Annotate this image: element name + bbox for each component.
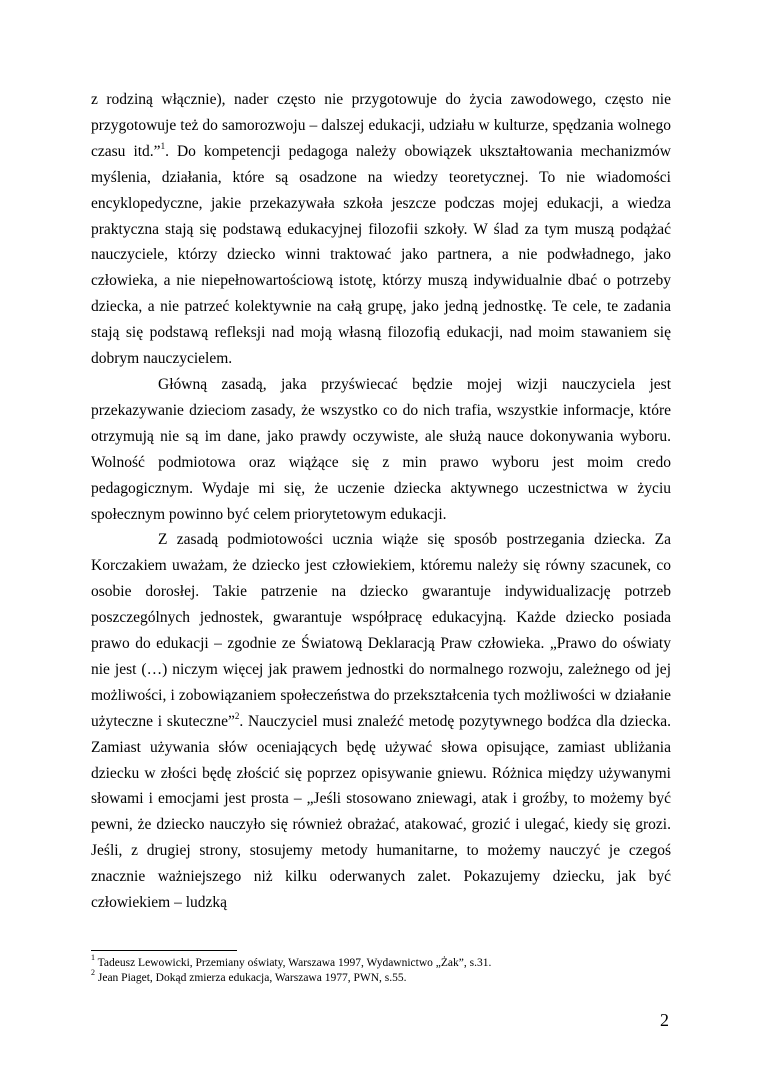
paragraph-1	[91, 87, 671, 372]
footnote-1	[91, 953, 671, 971]
paragraph-1-text-b: . Do kompetencji pedagoga należy obowiązek ukształtowania mechanizmów myślenia, działania, które są osadzone na wiedzy teoretycznej. To nie wiadomości encyklopedyczne, jakie przekazywała szkoła jeszcze podczas mojej edukacji, a wiedza praktyczna stają się podstawą edukacyjnej filozofii szkoły. W ślad za tym muszą podążać nauczyciele, którzy dziecko winni traktować jako partnera, a nie podwładnego, jako człowieka, a nie niepełnowartościową istotę, którzy muszą indywidualnie dbać o potrzeby dziecka, a nie patrzeć kolektywnie na całą grupę, jako jedną jednostkę. Te cele, te zadania stają się podstawą refleksji nad moją własną filozofią edukacji, nad moim stawaniem się dobrym nauczycielem.	[91, 142, 671, 368]
paragraph-3-text-a: Z zasadą podmiotowości ucznia wiąże się sposób postrzegania dziecka. Za Korczakiem uważam, że dziecko jest człowiekiem, któremu należy się równy szacunek, co osobie dorosłej. Takie patrzenie na dziecko gwarantuje indywidualizację potrzeb poszczególnych jednostek, gwarantuje współpracę edukacyjną. Każde dziecko posiada prawo do edukacji – zgodnie ze Światową Deklaracją Praw człowieka. „Prawo do oświaty nie jest (…) niczym więcej jak prawem jednostki do normalnego rozwoju, zależnego od jej możliwości, i zobowiązaniem społeczeństwa do przekształcenia tych możliwości w działanie użyteczne i skuteczne”	[91, 531, 671, 730]
footnote-ref-2: 2	[234, 710, 240, 721]
footnote-2	[91, 968, 671, 986]
footnote-2-mark: 2	[91, 968, 95, 978]
footnote-1-text: Tadeusz Lewowicki, Przemiany oświaty, Warszawa 1997, Wydawnictwo „Żak”, s.31.	[95, 957, 492, 969]
footnote-2-text: Jean Piaget, Dokąd zmierza edukacja, Warszawa 1977, PWN, s.55.	[95, 972, 407, 984]
paragraph-3-text-b: . Nauczyciel musi znaleźć metodę pozytywnego bodźca dla dziecka. Zamiast używania słów oceniających będę używać słowa opisujące, zamiast ubliżania dziecku w złości będę złościć się poprzez opisywanie gniewu. Różnica między używanymi słowami i emocjami jest prosta – „Jeśli stosowano zniewagi, atak i groźby, to możemy być pewni, że dziecko nauczyło się również obrażać, atakować, grozić i ulegać, kiedy się grozi. Jeśli, z drugiej strony, stosujemy metody humanitarne, to możemy nauczyć je czegoś znacznie ważniejszego niż kilku oderwanych zalet. Pokazujemy dziecku, jak być człowiekiem – ludzką	[91, 712, 672, 912]
paragraph-3	[91, 527, 671, 916]
body-text	[91, 87, 671, 916]
paragraph-1-text-a: z rodziną włącznie), nader często nie przygotowuje do życia zawodowego, często nie przygotowuje też do samorozwoju – dalszej edukacji, udziału w kulturze, spędzania wolnego czasu itd.”	[91, 91, 671, 160]
page-number: 2	[660, 1010, 669, 1030]
footnote-1-mark: 1	[91, 953, 95, 963]
footnotes	[91, 953, 671, 986]
footnote-ref-1: 1	[160, 140, 166, 151]
paragraph-2: Główną zasadą, jaka przyświecać będzie mojej wizji nauczyciela jest przekazywanie dzieciom zasady, że wszystko co do nich trafia, wszystkie informacje, które otrzymują nie są im dane, jako prawdy oczywiste, ale służą nauce dokonywania wyboru. Wolność podmiotowa oraz wiążące się z min prawo wyboru jest moim credo pedagogicznym. Wydaje mi się, że uczenie dziecka aktywnego uczestnictwa w życiu społecznym powinno być celem priorytetowym edukacji.	[91, 375, 671, 523]
footnote-separator	[91, 950, 237, 951]
